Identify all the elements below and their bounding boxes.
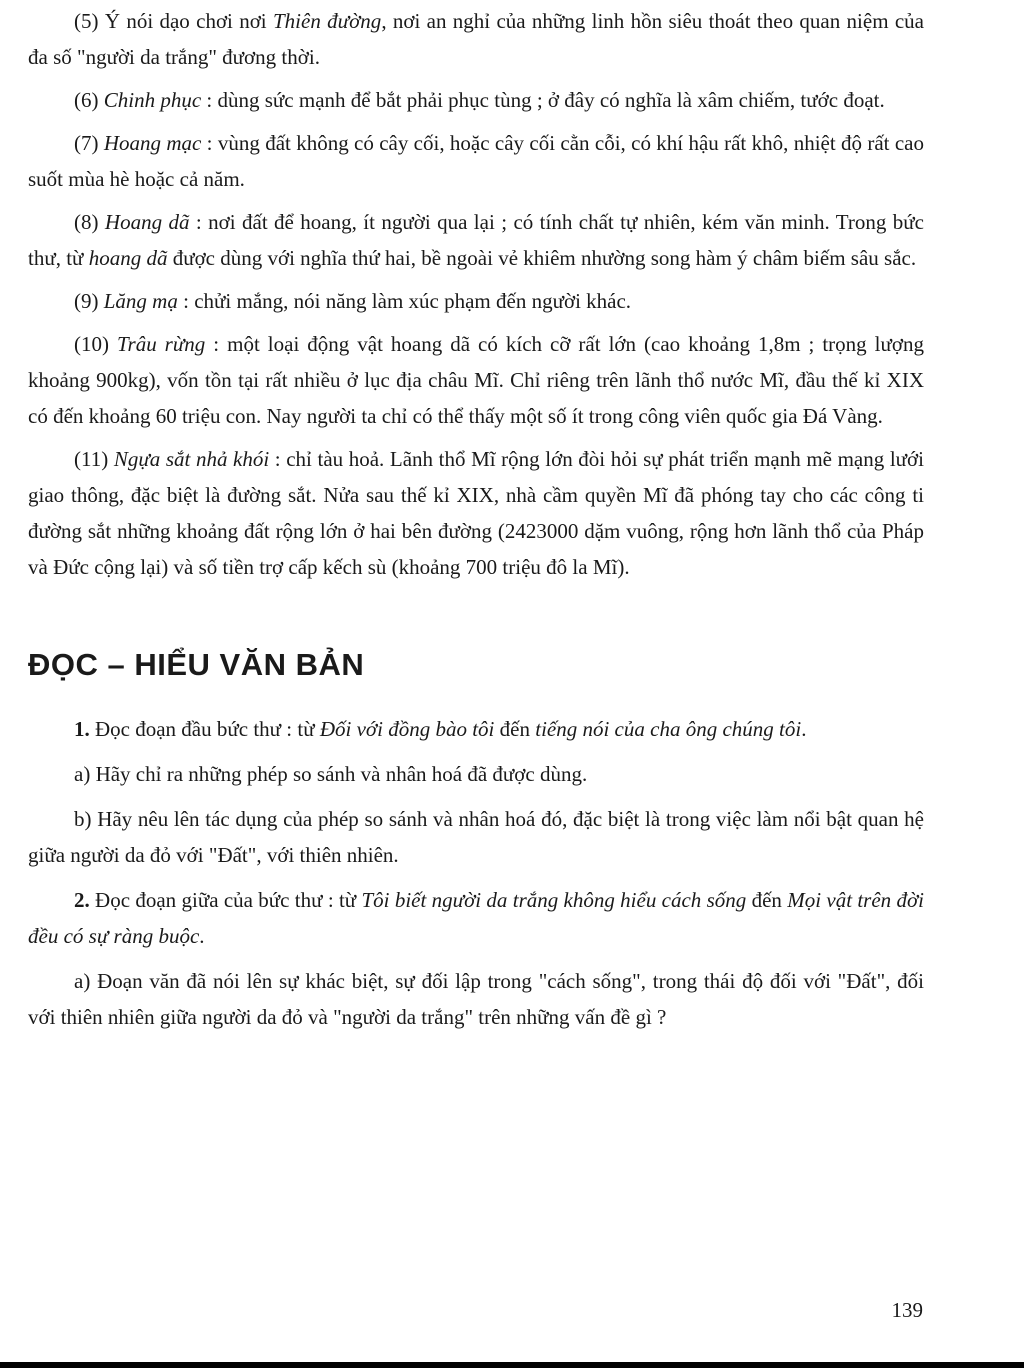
page-content xyxy=(28,0,924,1044)
bottom-border xyxy=(0,1362,1024,1368)
note-6: (6) Chinh phục : dùng sức mạnh để bắt phải phục tùng ; ở đây có nghĩa là xâm chiếm, tước đoạt. xyxy=(74,88,885,112)
section-heading: ĐỌC – HIỂU VĂN BẢN xyxy=(28,647,365,682)
note-8: (8) Hoang dã : nơi đất để hoang, ít người qua lại ; có tính chất tự nhiên, kém văn minh. Trong bức thư, từ hoang dã được dùng với nghĩa thứ hai, bề ngoài vẻ khiêm nhường song hàm ý châm biếm sâu sắc. xyxy=(28,210,924,270)
note-9: (9) Lăng mạ : chửi mắng, nói năng làm xúc phạm đến người khác. xyxy=(74,289,632,313)
page-number: 139 xyxy=(891,1298,923,1322)
note-7: (7) Hoang mạc : vùng đất không có cây cối, hoặc cây cối cằn cỗi, có khí hậu rất khô, nhiệt độ rất cao suốt mùa hè hoặc cả năm. xyxy=(28,131,925,191)
note-11: (11) Ngựa sắt nhả khói : chỉ tàu hoả. Lãnh thổ Mĩ rộng lớn đòi hỏi sự phát triển mạnh mẽ mạng lưới giao thông, đặc biệt là đường sắt. Nửa sau thế kỉ XIX, nhà cầm quyền Mĩ đã phóng tay cho các công ti đường sắt những khoảng đất rộng lớn ở hai bên đường (2423000 dặm vuông, rộng hơn lãnh thổ của Pháp và Đức cộng lại) và số tiền trợ cấp kếch sù (khoảng 700 triệu đô la Mĩ). xyxy=(28,447,925,579)
note-5: (5) Ý nói dạo chơi nơi Thiên đường, nơi an nghỉ của những linh hồn siêu thoát theo quan niệm của đa số "người da trắng" đương thời. xyxy=(28,9,924,69)
question-1a: a) Hãy chỉ ra những phép so sánh và nhân hoá đã được dùng. xyxy=(74,762,588,786)
question-1: 1. Đọc đoạn đầu bức thư : từ Đối với đồng bào tôi đến tiếng nói của cha ông chúng tôi. xyxy=(74,717,807,741)
question-2: 2. Đọc đoạn giữa của bức thư : từ Tôi biết người da trắng không hiểu cách sống đến Mọi vật trên đời đều có sự ràng buộc. xyxy=(28,888,925,948)
question-1b: b) Hãy nêu lên tác dụng của phép so sánh và nhân hoá đó, đặc biệt là trong việc làm nổi bật quan hệ giữa người da đỏ với "Đất", với thiên nhiên. xyxy=(28,807,924,867)
note-10: (10) Trâu rừng : một loại động vật hoang dã có kích cỡ rất lớn (cao khoảng 1,8m ; trọng lượng khoảng 900kg), vốn tồn tại rất nhiều ở lục địa châu Mĩ. Chỉ riêng trên lãnh thổ nước Mĩ, đầu thế kỉ XIX có đến khoảng 60 triệu con. Nay người ta chỉ có thể thấy một số ít trong công viên quốc gia Đá Vàng. xyxy=(28,332,924,428)
question-2a: a) Đoạn văn đã nói lên sự khác biệt, sự đối lập trong "cách sống", trong thái độ đối với "Đất", đối với thiên nhiên giữa người da đỏ và "người da trắng" trên những vấn đề gì ? xyxy=(28,969,924,1029)
